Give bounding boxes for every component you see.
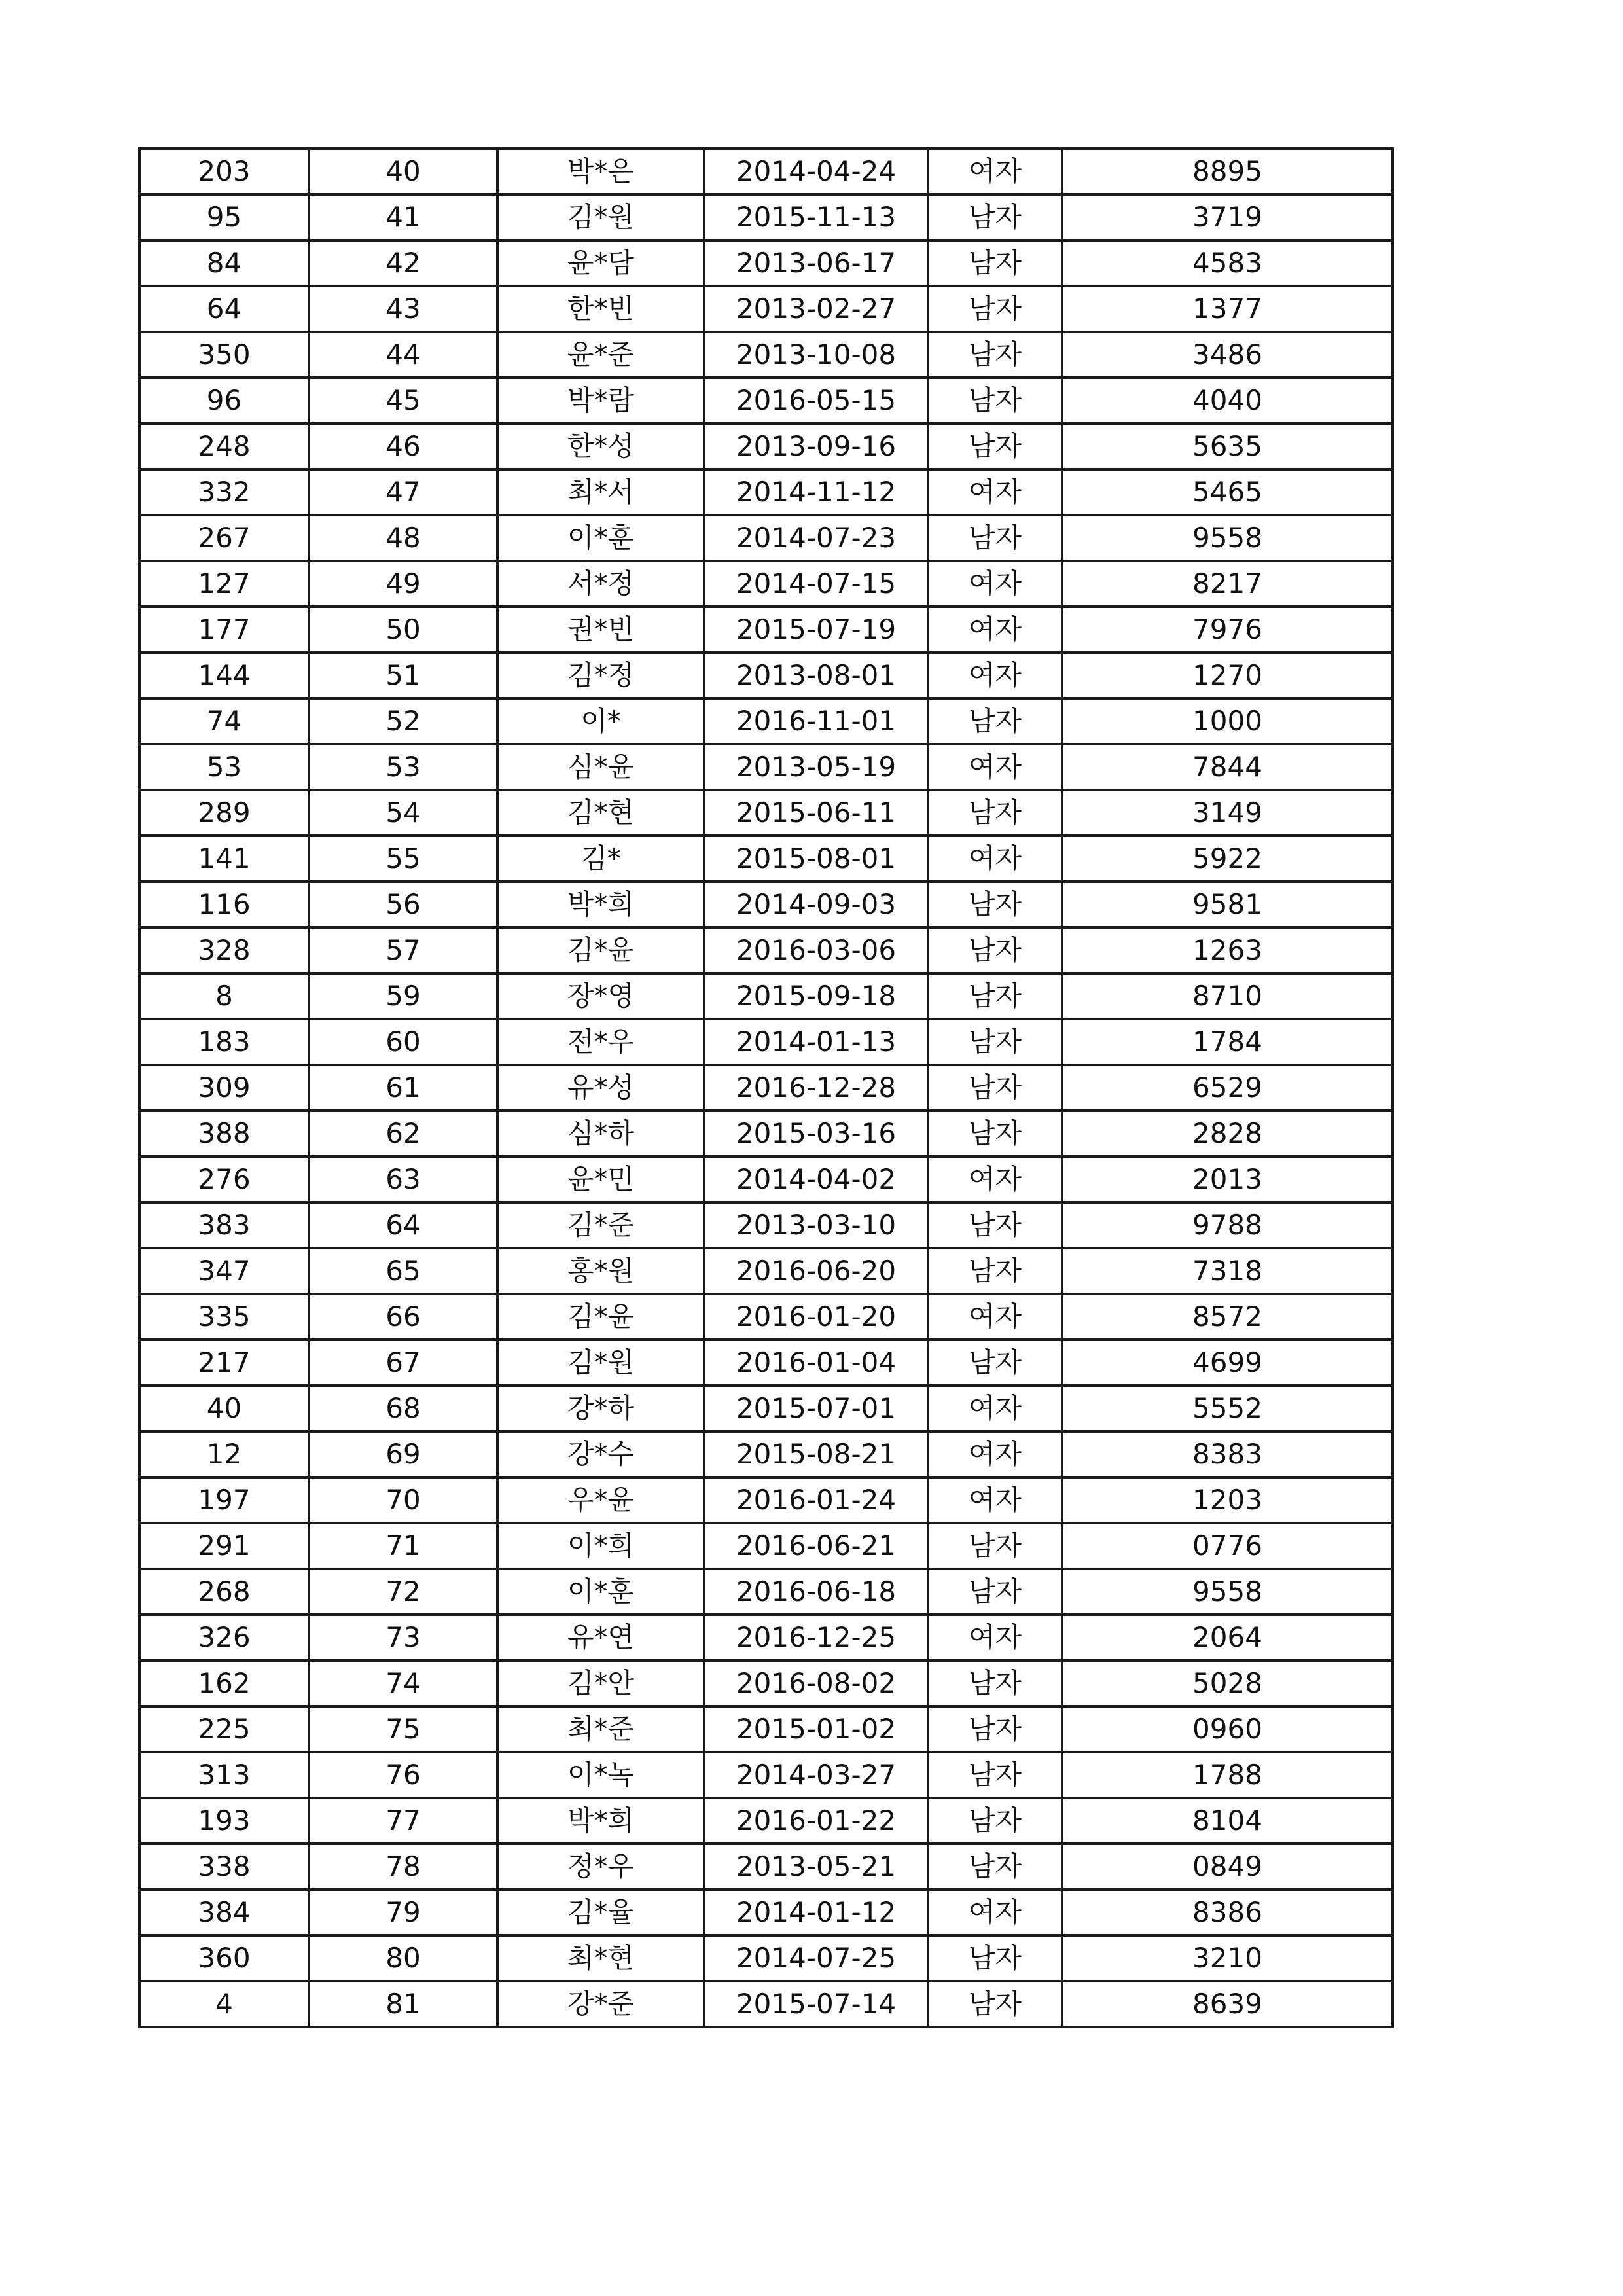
seq-no-cell: 64 xyxy=(309,1202,497,1248)
name-cell: 김*현 xyxy=(497,790,704,836)
table-row xyxy=(139,698,1393,744)
record-no-cell: 291 xyxy=(139,1523,309,1569)
record-no-cell: 144 xyxy=(139,653,309,698)
name-cell: 심*윤 xyxy=(497,744,704,790)
seq-no-cell: 56 xyxy=(309,882,497,927)
gender-cell: 여자 xyxy=(928,1615,1062,1660)
gender-cell: 남자 xyxy=(928,1981,1062,2027)
birth-date-cell: 2015-08-21 xyxy=(704,1431,928,1477)
birth-date-cell: 2013-09-16 xyxy=(704,423,928,469)
gender-cell: 남자 xyxy=(928,1660,1062,1706)
name-cell: 유*연 xyxy=(497,1615,704,1660)
gender-cell: 여자 xyxy=(928,561,1062,607)
record-no-cell: 64 xyxy=(139,286,309,332)
birth-date-cell: 2013-10-08 xyxy=(704,332,928,378)
birth-date-cell: 2016-12-25 xyxy=(704,1615,928,1660)
gender-cell: 여자 xyxy=(928,1431,1062,1477)
record-no-cell: 225 xyxy=(139,1706,309,1752)
code-cell: 7976 xyxy=(1062,607,1393,653)
name-cell: 박*희 xyxy=(497,1798,704,1844)
code-cell: 9788 xyxy=(1062,1202,1393,1248)
record-no-cell: 116 xyxy=(139,882,309,927)
birth-date-cell: 2016-03-06 xyxy=(704,927,928,973)
seq-no-cell: 68 xyxy=(309,1386,497,1431)
table-row xyxy=(139,882,1393,927)
birth-date-cell: 2013-06-17 xyxy=(704,240,928,286)
table-row xyxy=(139,1477,1393,1523)
name-cell: 정*우 xyxy=(497,1844,704,1890)
record-no-cell: 183 xyxy=(139,1019,309,1065)
seq-no-cell: 47 xyxy=(309,469,497,515)
name-cell: 김*정 xyxy=(497,653,704,698)
table-row xyxy=(139,1248,1393,1294)
table-row xyxy=(139,1660,1393,1706)
name-cell: 우*윤 xyxy=(497,1477,704,1523)
birth-date-cell: 2014-07-23 xyxy=(704,515,928,561)
birth-date-cell: 2015-09-18 xyxy=(704,973,928,1019)
record-no-cell: 193 xyxy=(139,1798,309,1844)
record-no-cell: 53 xyxy=(139,744,309,790)
seq-no-cell: 60 xyxy=(309,1019,497,1065)
seq-no-cell: 55 xyxy=(309,836,497,882)
table-row xyxy=(139,790,1393,836)
seq-no-cell: 42 xyxy=(309,240,497,286)
table-row xyxy=(139,653,1393,698)
seq-no-cell: 69 xyxy=(309,1431,497,1477)
birth-date-cell: 2016-01-20 xyxy=(704,1294,928,1340)
gender-cell: 여자 xyxy=(928,836,1062,882)
gender-cell: 여자 xyxy=(928,149,1062,194)
record-no-cell: 332 xyxy=(139,469,309,515)
birth-date-cell: 2016-01-04 xyxy=(704,1340,928,1386)
code-cell: 6529 xyxy=(1062,1065,1393,1111)
name-cell: 김*안 xyxy=(497,1660,704,1706)
gender-cell: 여자 xyxy=(928,1386,1062,1431)
code-cell: 9558 xyxy=(1062,1569,1393,1615)
record-no-cell: 309 xyxy=(139,1065,309,1111)
seq-no-cell: 66 xyxy=(309,1294,497,1340)
gender-cell: 남자 xyxy=(928,1523,1062,1569)
name-cell: 이*녹 xyxy=(497,1752,704,1798)
table-row xyxy=(139,332,1393,378)
table-row xyxy=(139,1019,1393,1065)
seq-no-cell: 78 xyxy=(309,1844,497,1890)
birth-date-cell: 2015-06-11 xyxy=(704,790,928,836)
code-cell: 3719 xyxy=(1062,194,1393,240)
gender-cell: 여자 xyxy=(928,607,1062,653)
code-cell: 8383 xyxy=(1062,1431,1393,1477)
gender-cell: 남자 xyxy=(928,194,1062,240)
seq-no-cell: 63 xyxy=(309,1157,497,1202)
table-row xyxy=(139,240,1393,286)
gender-cell: 남자 xyxy=(928,1752,1062,1798)
code-cell: 1000 xyxy=(1062,698,1393,744)
name-cell: 박*희 xyxy=(497,882,704,927)
code-cell: 0960 xyxy=(1062,1706,1393,1752)
record-no-cell: 335 xyxy=(139,1294,309,1340)
name-cell: 강*준 xyxy=(497,1981,704,2027)
table-body xyxy=(139,149,1393,2027)
name-cell: 김*율 xyxy=(497,1890,704,1935)
name-cell: 최*현 xyxy=(497,1935,704,1981)
table-row xyxy=(139,149,1393,194)
code-cell: 9558 xyxy=(1062,515,1393,561)
table-row xyxy=(139,1706,1393,1752)
table-row xyxy=(139,927,1393,973)
name-cell: 이* xyxy=(497,698,704,744)
gender-cell: 여자 xyxy=(928,1890,1062,1935)
record-no-cell: 74 xyxy=(139,698,309,744)
table-row xyxy=(139,607,1393,653)
table-row xyxy=(139,469,1393,515)
gender-cell: 남자 xyxy=(928,1706,1062,1752)
gender-cell: 남자 xyxy=(928,286,1062,332)
code-cell: 8639 xyxy=(1062,1981,1393,2027)
record-no-cell: 217 xyxy=(139,1340,309,1386)
record-no-cell: 289 xyxy=(139,790,309,836)
gender-cell: 남자 xyxy=(928,1065,1062,1111)
data-table xyxy=(138,147,1394,2028)
seq-no-cell: 71 xyxy=(309,1523,497,1569)
birth-date-cell: 2015-08-01 xyxy=(704,836,928,882)
code-cell: 5635 xyxy=(1062,423,1393,469)
gender-cell: 남자 xyxy=(928,240,1062,286)
gender-cell: 여자 xyxy=(928,744,1062,790)
code-cell: 1203 xyxy=(1062,1477,1393,1523)
record-no-cell: 388 xyxy=(139,1111,309,1157)
gender-cell: 남자 xyxy=(928,1202,1062,1248)
seq-no-cell: 54 xyxy=(309,790,497,836)
name-cell: 이*희 xyxy=(497,1523,704,1569)
table-row xyxy=(139,561,1393,607)
record-no-cell: 96 xyxy=(139,378,309,423)
record-no-cell: 141 xyxy=(139,836,309,882)
record-no-cell: 326 xyxy=(139,1615,309,1660)
record-no-cell: 95 xyxy=(139,194,309,240)
code-cell: 3149 xyxy=(1062,790,1393,836)
name-cell: 홍*원 xyxy=(497,1248,704,1294)
record-no-cell: 177 xyxy=(139,607,309,653)
birth-date-cell: 2014-11-12 xyxy=(704,469,928,515)
gender-cell: 남자 xyxy=(928,790,1062,836)
gender-cell: 남자 xyxy=(928,1569,1062,1615)
code-cell: 1263 xyxy=(1062,927,1393,973)
record-no-cell: 268 xyxy=(139,1569,309,1615)
code-cell: 3486 xyxy=(1062,332,1393,378)
seq-no-cell: 53 xyxy=(309,744,497,790)
record-no-cell: 313 xyxy=(139,1752,309,1798)
gender-cell: 남자 xyxy=(928,882,1062,927)
birth-date-cell: 2015-11-13 xyxy=(704,194,928,240)
code-cell: 1377 xyxy=(1062,286,1393,332)
gender-cell: 남자 xyxy=(928,1111,1062,1157)
birth-date-cell: 2015-07-14 xyxy=(704,1981,928,2027)
birth-date-cell: 2015-03-16 xyxy=(704,1111,928,1157)
name-cell: 박*람 xyxy=(497,378,704,423)
name-cell: 권*빈 xyxy=(497,607,704,653)
seq-no-cell: 49 xyxy=(309,561,497,607)
table-row xyxy=(139,1065,1393,1111)
birth-date-cell: 2013-05-21 xyxy=(704,1844,928,1890)
record-no-cell: 127 xyxy=(139,561,309,607)
record-no-cell: 203 xyxy=(139,149,309,194)
birth-date-cell: 2014-04-02 xyxy=(704,1157,928,1202)
birth-date-cell: 2015-07-19 xyxy=(704,607,928,653)
record-no-cell: 40 xyxy=(139,1386,309,1431)
birth-date-cell: 2016-01-24 xyxy=(704,1477,928,1523)
name-cell: 유*성 xyxy=(497,1065,704,1111)
code-cell: 3210 xyxy=(1062,1935,1393,1981)
code-cell: 7318 xyxy=(1062,1248,1393,1294)
code-cell: 4583 xyxy=(1062,240,1393,286)
code-cell: 0776 xyxy=(1062,1523,1393,1569)
table-row xyxy=(139,1386,1393,1431)
birth-date-cell: 2016-06-21 xyxy=(704,1523,928,1569)
birth-date-cell: 2015-01-02 xyxy=(704,1706,928,1752)
table-row xyxy=(139,1431,1393,1477)
name-cell: 윤*민 xyxy=(497,1157,704,1202)
record-no-cell: 197 xyxy=(139,1477,309,1523)
code-cell: 1270 xyxy=(1062,653,1393,698)
seq-no-cell: 79 xyxy=(309,1890,497,1935)
name-cell: 이*훈 xyxy=(497,515,704,561)
birth-date-cell: 2016-01-22 xyxy=(704,1798,928,1844)
name-cell: 서*정 xyxy=(497,561,704,607)
table-row xyxy=(139,1111,1393,1157)
seq-no-cell: 51 xyxy=(309,653,497,698)
name-cell: 한*성 xyxy=(497,423,704,469)
seq-no-cell: 72 xyxy=(309,1569,497,1615)
table-row xyxy=(139,423,1393,469)
name-cell: 윤*준 xyxy=(497,332,704,378)
code-cell: 8710 xyxy=(1062,973,1393,1019)
seq-no-cell: 40 xyxy=(309,149,497,194)
gender-cell: 남자 xyxy=(928,1340,1062,1386)
code-cell: 0849 xyxy=(1062,1844,1393,1890)
name-cell: 김*윤 xyxy=(497,1294,704,1340)
table-row xyxy=(139,1340,1393,1386)
seq-no-cell: 80 xyxy=(309,1935,497,1981)
code-cell: 9581 xyxy=(1062,882,1393,927)
gender-cell: 남자 xyxy=(928,1798,1062,1844)
gender-cell: 남자 xyxy=(928,378,1062,423)
record-no-cell: 162 xyxy=(139,1660,309,1706)
seq-no-cell: 57 xyxy=(309,927,497,973)
birth-date-cell: 2016-08-02 xyxy=(704,1660,928,1706)
gender-cell: 여자 xyxy=(928,469,1062,515)
seq-no-cell: 48 xyxy=(309,515,497,561)
gender-cell: 남자 xyxy=(928,1019,1062,1065)
table-row xyxy=(139,836,1393,882)
seq-no-cell: 65 xyxy=(309,1248,497,1294)
seq-no-cell: 77 xyxy=(309,1798,497,1844)
table-row xyxy=(139,1981,1393,2027)
record-no-cell: 84 xyxy=(139,240,309,286)
name-cell: 강*하 xyxy=(497,1386,704,1431)
name-cell: 박*은 xyxy=(497,149,704,194)
gender-cell: 여자 xyxy=(928,1157,1062,1202)
table-row xyxy=(139,1798,1393,1844)
seq-no-cell: 59 xyxy=(309,973,497,1019)
record-no-cell: 12 xyxy=(139,1431,309,1477)
seq-no-cell: 41 xyxy=(309,194,497,240)
seq-no-cell: 45 xyxy=(309,378,497,423)
record-no-cell: 360 xyxy=(139,1935,309,1981)
code-cell: 1788 xyxy=(1062,1752,1393,1798)
code-cell: 2828 xyxy=(1062,1111,1393,1157)
table-row xyxy=(139,1569,1393,1615)
code-cell: 5465 xyxy=(1062,469,1393,515)
seq-no-cell: 44 xyxy=(309,332,497,378)
birth-date-cell: 2013-05-19 xyxy=(704,744,928,790)
code-cell: 5028 xyxy=(1062,1660,1393,1706)
birth-date-cell: 2014-04-24 xyxy=(704,149,928,194)
name-cell: 이*훈 xyxy=(497,1569,704,1615)
seq-no-cell: 61 xyxy=(309,1065,497,1111)
birth-date-cell: 2014-03-27 xyxy=(704,1752,928,1798)
birth-date-cell: 2016-11-01 xyxy=(704,698,928,744)
gender-cell: 남자 xyxy=(928,698,1062,744)
gender-cell: 남자 xyxy=(928,332,1062,378)
record-no-cell: 347 xyxy=(139,1248,309,1294)
code-cell: 4040 xyxy=(1062,378,1393,423)
table-row xyxy=(139,1615,1393,1660)
gender-cell: 남자 xyxy=(928,515,1062,561)
code-cell: 8895 xyxy=(1062,149,1393,194)
name-cell: 심*하 xyxy=(497,1111,704,1157)
name-cell: 한*빈 xyxy=(497,286,704,332)
seq-no-cell: 70 xyxy=(309,1477,497,1523)
birth-date-cell: 2014-07-25 xyxy=(704,1935,928,1981)
seq-no-cell: 43 xyxy=(309,286,497,332)
birth-date-cell: 2016-06-18 xyxy=(704,1569,928,1615)
table-row xyxy=(139,194,1393,240)
table-row xyxy=(139,515,1393,561)
table-row xyxy=(139,973,1393,1019)
name-cell: 김*윤 xyxy=(497,927,704,973)
birth-date-cell: 2016-06-20 xyxy=(704,1248,928,1294)
gender-cell: 여자 xyxy=(928,653,1062,698)
name-cell: 김* xyxy=(497,836,704,882)
name-cell: 김*원 xyxy=(497,1340,704,1386)
table-row xyxy=(139,1202,1393,1248)
table-row xyxy=(139,286,1393,332)
seq-no-cell: 50 xyxy=(309,607,497,653)
table-row xyxy=(139,1752,1393,1798)
seq-no-cell: 67 xyxy=(309,1340,497,1386)
gender-cell: 남자 xyxy=(928,927,1062,973)
gender-cell: 여자 xyxy=(928,1477,1062,1523)
seq-no-cell: 52 xyxy=(309,698,497,744)
code-cell: 8386 xyxy=(1062,1890,1393,1935)
seq-no-cell: 73 xyxy=(309,1615,497,1660)
name-cell: 최*준 xyxy=(497,1706,704,1752)
name-cell: 윤*담 xyxy=(497,240,704,286)
code-cell: 1784 xyxy=(1062,1019,1393,1065)
birth-date-cell: 2014-09-03 xyxy=(704,882,928,927)
birth-date-cell: 2015-07-01 xyxy=(704,1386,928,1431)
name-cell: 장*영 xyxy=(497,973,704,1019)
gender-cell: 남자 xyxy=(928,1844,1062,1890)
gender-cell: 여자 xyxy=(928,1294,1062,1340)
name-cell: 강*수 xyxy=(497,1431,704,1477)
record-no-cell: 384 xyxy=(139,1890,309,1935)
record-no-cell: 8 xyxy=(139,973,309,1019)
table-row xyxy=(139,1890,1393,1935)
birth-date-cell: 2014-01-12 xyxy=(704,1890,928,1935)
seq-no-cell: 74 xyxy=(309,1660,497,1706)
name-cell: 김*원 xyxy=(497,194,704,240)
code-cell: 5552 xyxy=(1062,1386,1393,1431)
name-cell: 최*서 xyxy=(497,469,704,515)
code-cell: 5922 xyxy=(1062,836,1393,882)
birth-date-cell: 2014-07-15 xyxy=(704,561,928,607)
birth-date-cell: 2014-01-13 xyxy=(704,1019,928,1065)
record-no-cell: 338 xyxy=(139,1844,309,1890)
seq-no-cell: 75 xyxy=(309,1706,497,1752)
gender-cell: 남자 xyxy=(928,1935,1062,1981)
table-row xyxy=(139,1523,1393,1569)
table-row xyxy=(139,378,1393,423)
seq-no-cell: 46 xyxy=(309,423,497,469)
birth-date-cell: 2013-02-27 xyxy=(704,286,928,332)
table-row xyxy=(139,1844,1393,1890)
code-cell: 4699 xyxy=(1062,1340,1393,1386)
table-row xyxy=(139,1935,1393,1981)
code-cell: 2064 xyxy=(1062,1615,1393,1660)
seq-no-cell: 76 xyxy=(309,1752,497,1798)
record-no-cell: 267 xyxy=(139,515,309,561)
record-no-cell: 350 xyxy=(139,332,309,378)
name-cell: 전*우 xyxy=(497,1019,704,1065)
table-row xyxy=(139,1157,1393,1202)
birth-date-cell: 2013-08-01 xyxy=(704,653,928,698)
gender-cell: 남자 xyxy=(928,973,1062,1019)
code-cell: 2013 xyxy=(1062,1157,1393,1202)
table-row xyxy=(139,1294,1393,1340)
seq-no-cell: 62 xyxy=(309,1111,497,1157)
seq-no-cell: 81 xyxy=(309,1981,497,2027)
gender-cell: 남자 xyxy=(928,1248,1062,1294)
birth-date-cell: 2013-03-10 xyxy=(704,1202,928,1248)
birth-date-cell: 2016-12-28 xyxy=(704,1065,928,1111)
code-cell: 8104 xyxy=(1062,1798,1393,1844)
code-cell: 7844 xyxy=(1062,744,1393,790)
gender-cell: 남자 xyxy=(928,423,1062,469)
record-no-cell: 4 xyxy=(139,1981,309,2027)
table-row xyxy=(139,744,1393,790)
record-no-cell: 383 xyxy=(139,1202,309,1248)
record-no-cell: 248 xyxy=(139,423,309,469)
name-cell: 김*준 xyxy=(497,1202,704,1248)
birth-date-cell: 2016-05-15 xyxy=(704,378,928,423)
record-no-cell: 276 xyxy=(139,1157,309,1202)
code-cell: 8217 xyxy=(1062,561,1393,607)
record-no-cell: 328 xyxy=(139,927,309,973)
code-cell: 8572 xyxy=(1062,1294,1393,1340)
